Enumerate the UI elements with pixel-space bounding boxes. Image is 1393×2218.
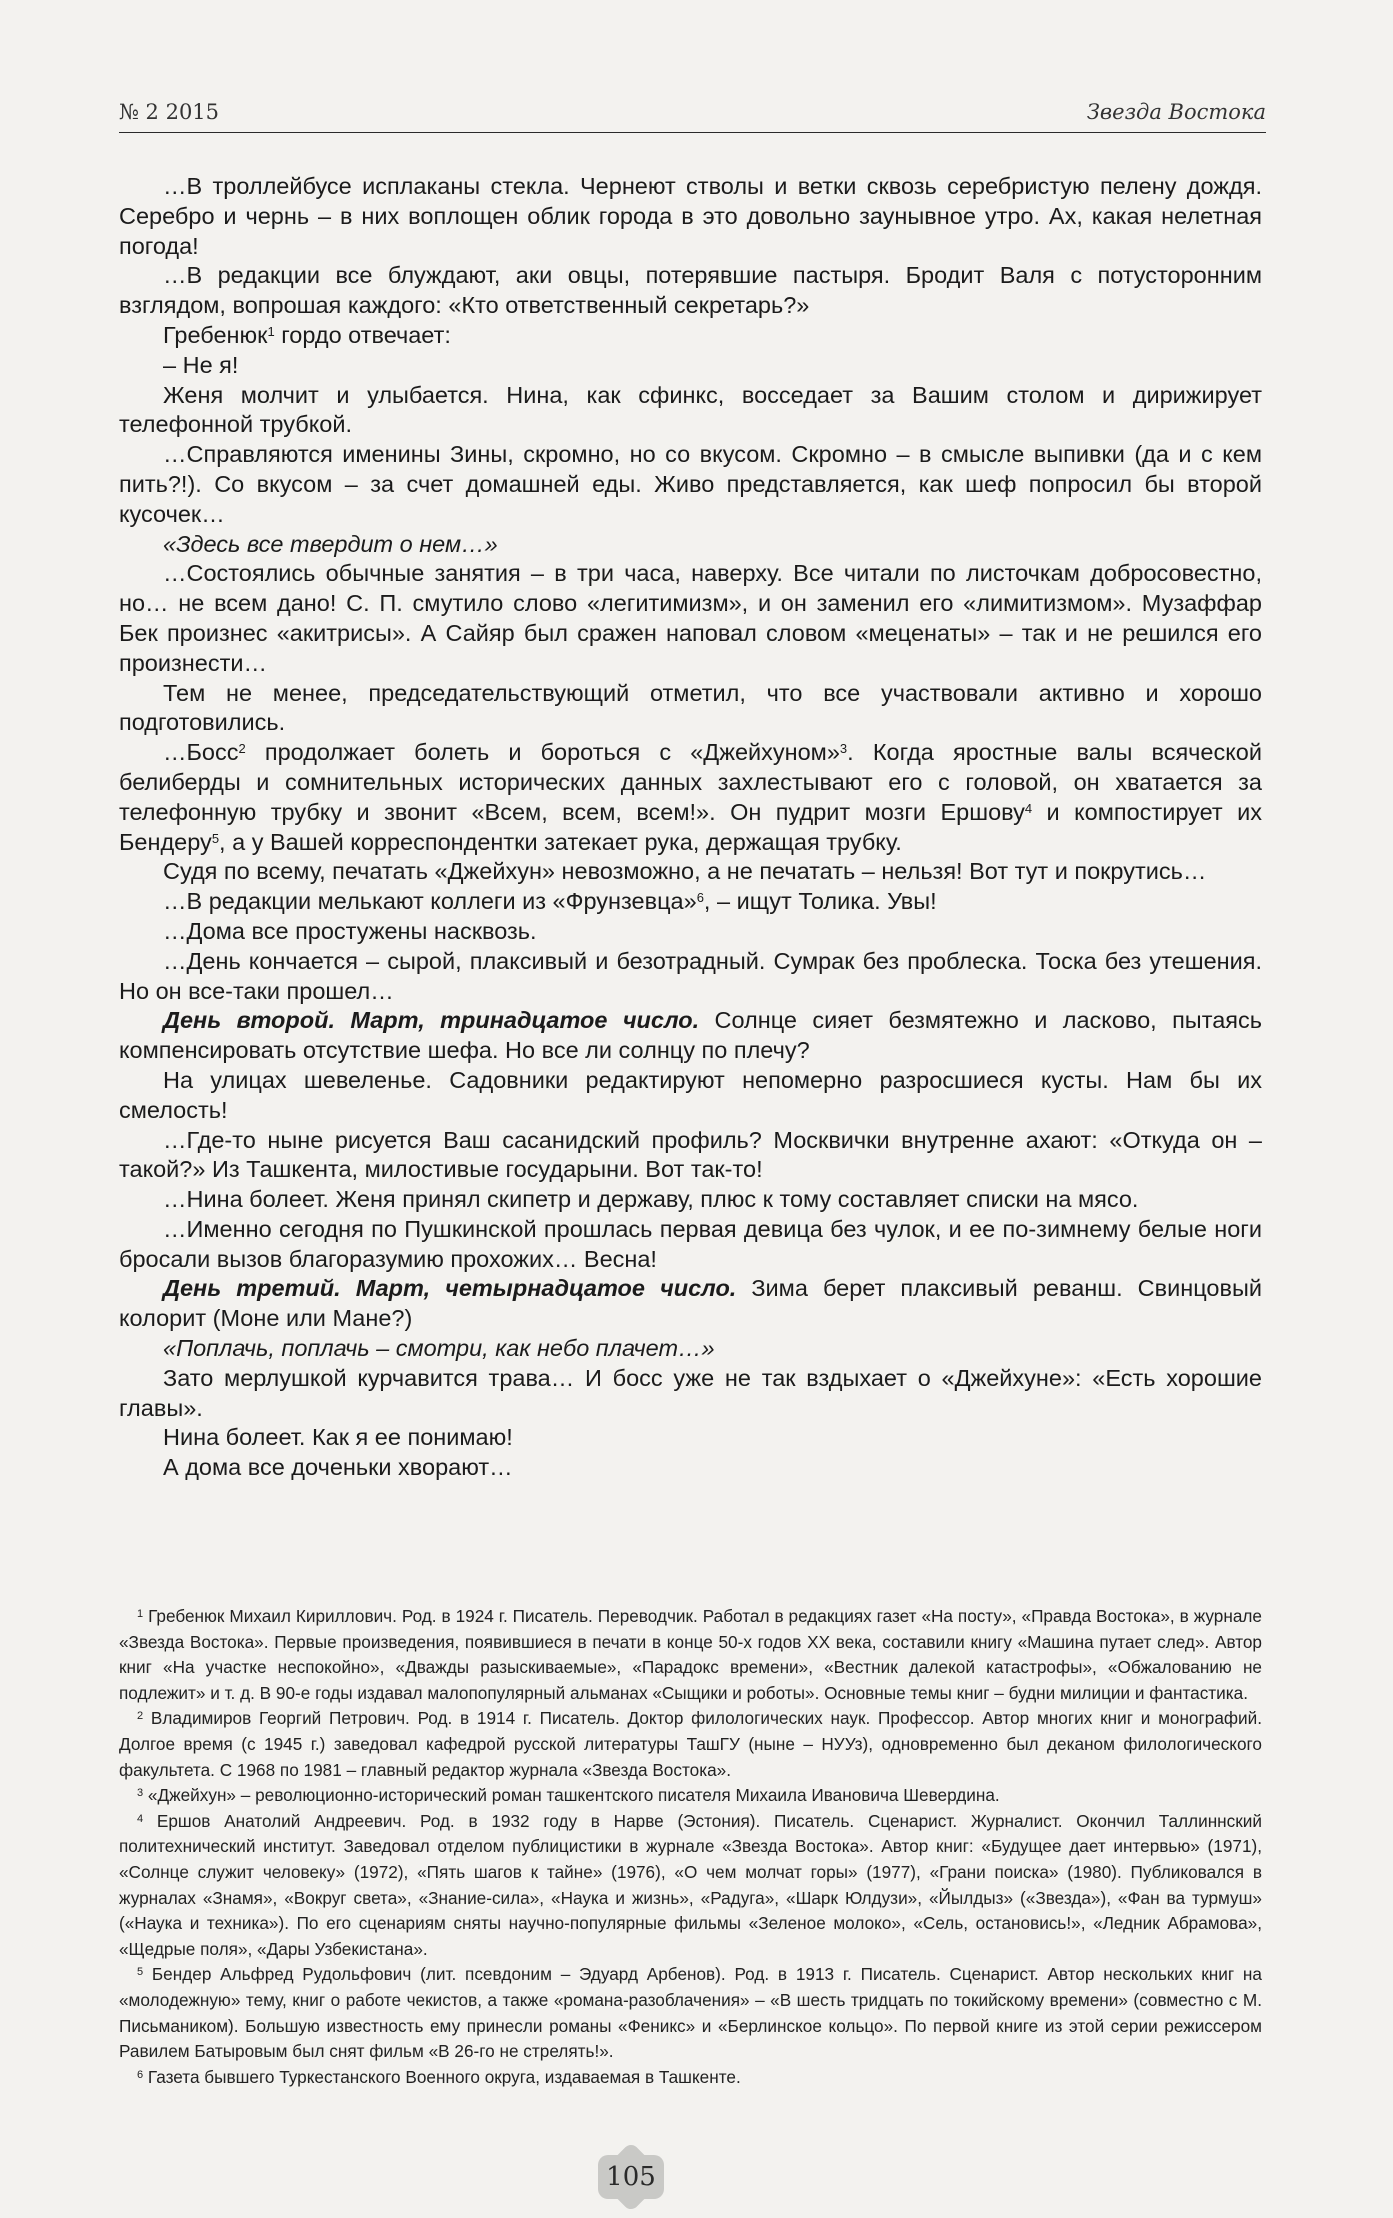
running-header	[119, 96, 1266, 133]
footnote-ref: 4	[1024, 800, 1033, 816]
footnote-text: Бендер Альфред Рудольфович (лит. псевдоним – Эдуард Арбенов). Род. в 1913 г. Писатель. Сценарист. Автор нескольких книг на «молодежную» тему, книг о работе чекистов, а также «романа-разоблачения» – «В шесть тридцать по токийскому времени» (совместно с М. Письмаником). Большую известность ему принесли романы «Феникс» и «Берлинское кольцо». По первой книге из этой серии режиссером Равилем Батыровым был снят фильм «В 26-го не стрелять!».	[119, 1964, 1262, 2062]
footnote	[119, 1783, 1262, 1809]
text-run: и компостирует их Бендеру	[119, 798, 1262, 855]
text-run: Нина болеет. Как я ее понимаю!	[163, 1424, 513, 1451]
footnote-ref: 1	[267, 323, 275, 339]
text-run: Тем не менее, председательствующий отметил, что все участвовали активно и хорошо подготовились.	[119, 679, 1262, 736]
footnote-number: 2	[137, 1710, 144, 1723]
text-run: . Когда яростные валы всяческой белиберды и сомнительных исторических данных захлестывают его с головой, он хватается за телефонную трубку и звонит «Всем, всем, всем!». Он пудрит мозги Ершову	[119, 739, 1262, 825]
footnote-text: «Джейхун» – революционно-исторический роман ташкентского писателя Михаила Ивановича Шевердина.	[143, 1785, 1000, 1806]
text-run: Судя по всему, печатать «Джейхун» невозможно, а не печатать – нельзя! Вот тут и покрутись…	[163, 858, 1207, 885]
footnotes	[119, 1604, 1262, 2090]
paragraph	[119, 1453, 1262, 1483]
paragraph	[119, 1006, 1262, 1066]
text-run: Гребенюк	[163, 321, 268, 348]
page-number-badge	[598, 2155, 664, 2199]
text-run: гордо отвечает:	[274, 321, 451, 348]
article-body	[119, 172, 1262, 1483]
text-run: Зато мерлушкой курчавится трава… И босс уже не так вздыхает о «Джейхуне»: «Есть хорошие главы».	[119, 1364, 1262, 1421]
paragraph	[119, 381, 1262, 441]
paragraph	[119, 887, 1262, 917]
text-run: …В редакции мелькают коллеги из «Фрунзевца»	[163, 888, 697, 915]
text-run: …В троллейбусе исплаканы стекла. Чернеют стволы и ветки сквозь серебристую пелену дождя. Серебро и чернь – в них воплощен облик города в это довольно заунывное утро. Ах, какая нелетная погода!	[119, 173, 1262, 259]
footnote	[119, 1706, 1262, 1783]
paragraph	[119, 738, 1262, 857]
paragraph	[119, 679, 1262, 739]
text-run: …Именно сегодня по Пушкинской прошлась первая девица без чулок, и ее по-зимнему белые ноги бросали вызов благоразумию прохожих… Весна!	[119, 1215, 1262, 1272]
issue-number: № 2 2015	[119, 100, 220, 124]
text-run: – Не я!	[163, 351, 239, 378]
footnote-ref: 5	[211, 830, 220, 846]
quote: «Поплачь, поплачь – смотри, как небо плачет…»	[163, 1335, 715, 1362]
text-run: продолжает болеть и бороться с «Джейхуном»	[245, 739, 840, 766]
page-number: 105	[606, 2162, 656, 2192]
section-heading: День третий. Март, четырнадцатое число.	[163, 1275, 737, 1302]
paragraph	[119, 947, 1262, 1007]
journal-title: Звезда Востока	[1086, 100, 1266, 124]
text-run: …Где-то ныне рисуется Ваш сасанидский профиль? Москвички внутренне ахают: «Откуда он – такой?» Из Ташкента, милостивые государыни. Вот так-то!	[119, 1126, 1262, 1183]
footnote	[119, 1604, 1262, 1706]
text-run: , а у Вашей корреспондентки затекает рука, держащая трубку.	[219, 828, 902, 855]
paragraph	[119, 440, 1262, 529]
section-heading: День второй. Март, тринадцатое число.	[163, 1007, 700, 1034]
paragraph	[119, 1126, 1262, 1186]
paragraph	[119, 1364, 1262, 1424]
paragraph	[119, 1423, 1262, 1453]
footnote-ref: 6	[696, 890, 704, 906]
paragraph	[119, 261, 1262, 321]
paragraph	[119, 1185, 1262, 1215]
footnote-text: Владимиров Георгий Петрович. Род. в 1914 г. Писатель. Доктор филологических наук. Профессор. Автор многих книг и монографий. Долгое время (с 1945 г.) заведовал кафедрой русской литературы ТашГУ (ныне – НУУз), одновременно был деканом филологического факультета. С 1968 по 1981 – главный редактор журнала «Звезда Востока».	[119, 1708, 1262, 1780]
footnote-number: 6	[137, 2068, 144, 2081]
text-run: …Состоялись обычные занятия – в три часа, наверху. Все читали по листочкам добросовестно, но… не всем дано! С. П. смутило слово «легитимизм», и он заменил его «лимитизмом». Музаффар Бек произнес «акитрисы». А Сайяр был сражен наповал словом «меценаты» – так и не решился его произнести…	[119, 560, 1262, 676]
text-run: …Дома все простужены насквозь.	[163, 917, 537, 944]
footnote-ref: 2	[238, 741, 246, 757]
text-run: А дома все доченьки хворают…	[163, 1454, 513, 1481]
footnote-text: Газета бывшего Туркестанского Военного округа, издаваемая в Ташкенте.	[143, 2066, 741, 2087]
quote: «Здесь все твердит о нем…»	[163, 530, 498, 557]
text-run: …Нина болеет. Женя принял скипетр и державу, плюс к тому составляет списки на мясо.	[163, 1186, 1139, 1213]
text-run: Солнце сияет безмятежно и ласково, пытаясь компенсировать отсутствие шефа. Но все ли солнцу по плечу?	[119, 1007, 1262, 1064]
paragraph	[119, 1066, 1262, 1126]
footnote-ref: 3	[839, 741, 848, 757]
text-run: На улицах шевеленье. Садовники редактируют непомерно разросшиеся кусты. Нам бы их смелость!	[119, 1066, 1262, 1123]
text-run: Зима берет плаксивый реванш. Свинцовый колорит (Моне или Мане?)	[119, 1275, 1262, 1332]
text-run: , – ищут Толика. Увы!	[703, 888, 937, 915]
paragraph	[119, 530, 1262, 560]
text-run: …Справляются именины Зины, скромно, но со вкусом. Скромно – в смысле выпивки (да и с кем пить?!). Со вкусом – за счет домашней еды. Живо представляется, как шеф попросил бы второй кусочек…	[119, 441, 1262, 527]
paragraph	[119, 1215, 1262, 1275]
footnote-text: Гребенюк Михаил Кириллович. Род. в 1924 г. Писатель. Переводчик. Работал в редакциях газет «На посту», «Правда Востока», в журнале «Звезда Востока». Первые произведения, появившиеся в печати в конце 50-х годов XX века, составили книгу «Машина путает след». Автор книг «На участке неспокойно», «Дважды разыскиваемые», «Парадокс времени», «Вестник далекой катастрофы», «Обжалованию не подлежит» и т. д. В 90-е годы издавал малопопулярный альманах «Сыщики и роботы». Основные темы книг – будни милиции и фантастика.	[119, 1606, 1262, 1703]
paragraph	[119, 917, 1262, 947]
paragraph	[119, 559, 1262, 678]
paragraph	[119, 321, 1262, 351]
footnote	[119, 2065, 1262, 2091]
footnote	[119, 1809, 1262, 1963]
text-run: …Босс	[163, 739, 239, 766]
paragraph	[119, 172, 1262, 261]
footnote-number: 1	[137, 1608, 144, 1620]
paragraph	[119, 1334, 1262, 1364]
paragraph	[119, 351, 1262, 381]
footnote-number: 5	[137, 1966, 144, 1979]
text-run: Женя молчит и улыбается. Нина, как сфинкс, восседает за Вашим столом и дирижирует телефонной трубкой.	[119, 381, 1262, 438]
text-run: …День кончается – сырой, плаксивый и безотрадный. Сумрак без проблеска. Тоска без утешения. Но он все-таки прошел…	[119, 947, 1262, 1004]
paragraph	[119, 1274, 1262, 1334]
paragraph	[119, 857, 1262, 887]
text-run: …В редакции все блуждают, аки овцы, потерявшие пастыря. Бродит Валя с потусторонним взглядом, вопрошая каждого: «Кто ответственный секретарь?»	[119, 262, 1262, 319]
footnote-text: Ершов Анатолий Андреевич. Род. в 1932 году в Нарве (Эстония). Писатель. Сценарист. Журналист. Окончил Таллиннский политехнический институт. Заведовал отделом публицистики в журнале «Звезда Востока». Автор книг: «Будущее дает интервью» (1971), «Солнце служит человеку» (1972), «Пять шагов к тайне» (1976), «О чем молчат горы» (1977), «Грани поиска» (1980). Публиковался в журналах «Знамя», «Вокруг света», «Знание-сила», «Наука и жизнь», «Радуга», «Шарк Юлдузи», «Йылдыз» («Звезда»), «Фан ва турмуш» («Наука и техника»). По его сценариям сняты научно-популярные фильмы «Зеленое молоко», «Сель, остановись!», «Ледник Абрамова», «Щедрые поля», «Дары Узбекистана».	[119, 1810, 1262, 1959]
footnote	[119, 1962, 1262, 2064]
footnote-number: 4	[137, 1812, 144, 1825]
footnote-number: 3	[137, 1787, 144, 1800]
